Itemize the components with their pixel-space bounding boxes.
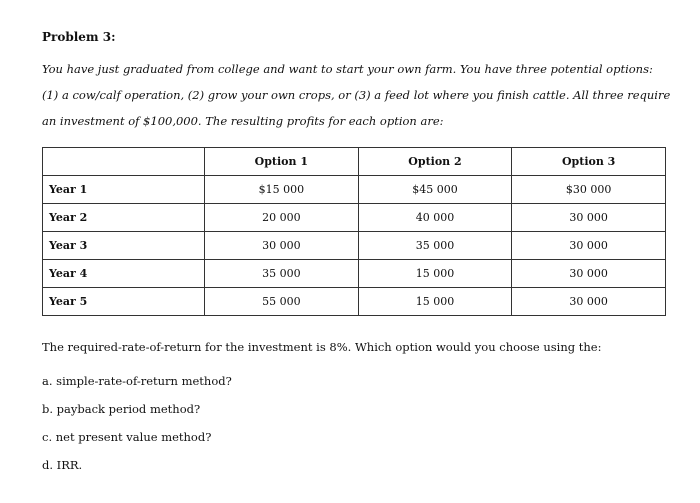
cell-value: 20 000	[205, 204, 359, 232]
table-row	[43, 260, 666, 288]
cell-value: 30 000	[512, 288, 666, 316]
row-label-year-5: Year 5	[43, 288, 205, 316]
question-option-d: d. IRR.	[42, 458, 83, 472]
header-option-3: Option 3	[512, 148, 666, 176]
cell-value: 15 000	[358, 288, 512, 316]
cell-value: 30 000	[512, 232, 666, 260]
question-prompt: The required-rate-of-return for the investment is 8%. Which option would you choose using the:	[42, 340, 602, 354]
row-label-year-1: Year 1	[43, 176, 205, 204]
cell-value: 30 000	[512, 260, 666, 288]
table-row	[43, 288, 666, 316]
cell-value: $15 000	[205, 176, 359, 204]
cell-value: 55 000	[205, 288, 359, 316]
question-option-a: a. simple-rate-of-return method?	[42, 374, 232, 388]
table-row	[43, 204, 666, 232]
cell-value: $30 000	[512, 176, 666, 204]
cell-value: 40 000	[358, 204, 512, 232]
cell-value: 30 000	[205, 232, 359, 260]
row-label-year-4: Year 4	[43, 260, 205, 288]
question-option-b: b. payback period method?	[42, 402, 201, 416]
problem-title: Problem 3:	[42, 30, 116, 44]
problem-intro: You have just graduated from college and want to start your own farm. You have three potential options: (1) a cow/calf operation, (2) grow your own crops, or (3) a feed lot where you finish cattle. All three require an investment of $100,000. The resulting profits for each option are:	[42, 62, 671, 128]
cell-value: $45 000	[358, 176, 512, 204]
header-cell-empty	[43, 148, 205, 176]
header-option-2: Option 2	[358, 148, 512, 176]
profits-table	[42, 147, 666, 316]
table-row	[43, 232, 666, 260]
cell-value: 35 000	[358, 232, 512, 260]
row-label-year-2: Year 2	[43, 204, 205, 232]
header-option-1: Option 1	[205, 148, 359, 176]
cell-value: 15 000	[358, 260, 512, 288]
question-option-c: c. net present value method?	[42, 430, 212, 444]
question-options	[42, 367, 232, 479]
table-row	[43, 176, 666, 204]
cell-value: 30 000	[512, 204, 666, 232]
table-header-row	[43, 148, 666, 176]
cell-value: 35 000	[205, 260, 359, 288]
row-label-year-3: Year 3	[43, 232, 205, 260]
